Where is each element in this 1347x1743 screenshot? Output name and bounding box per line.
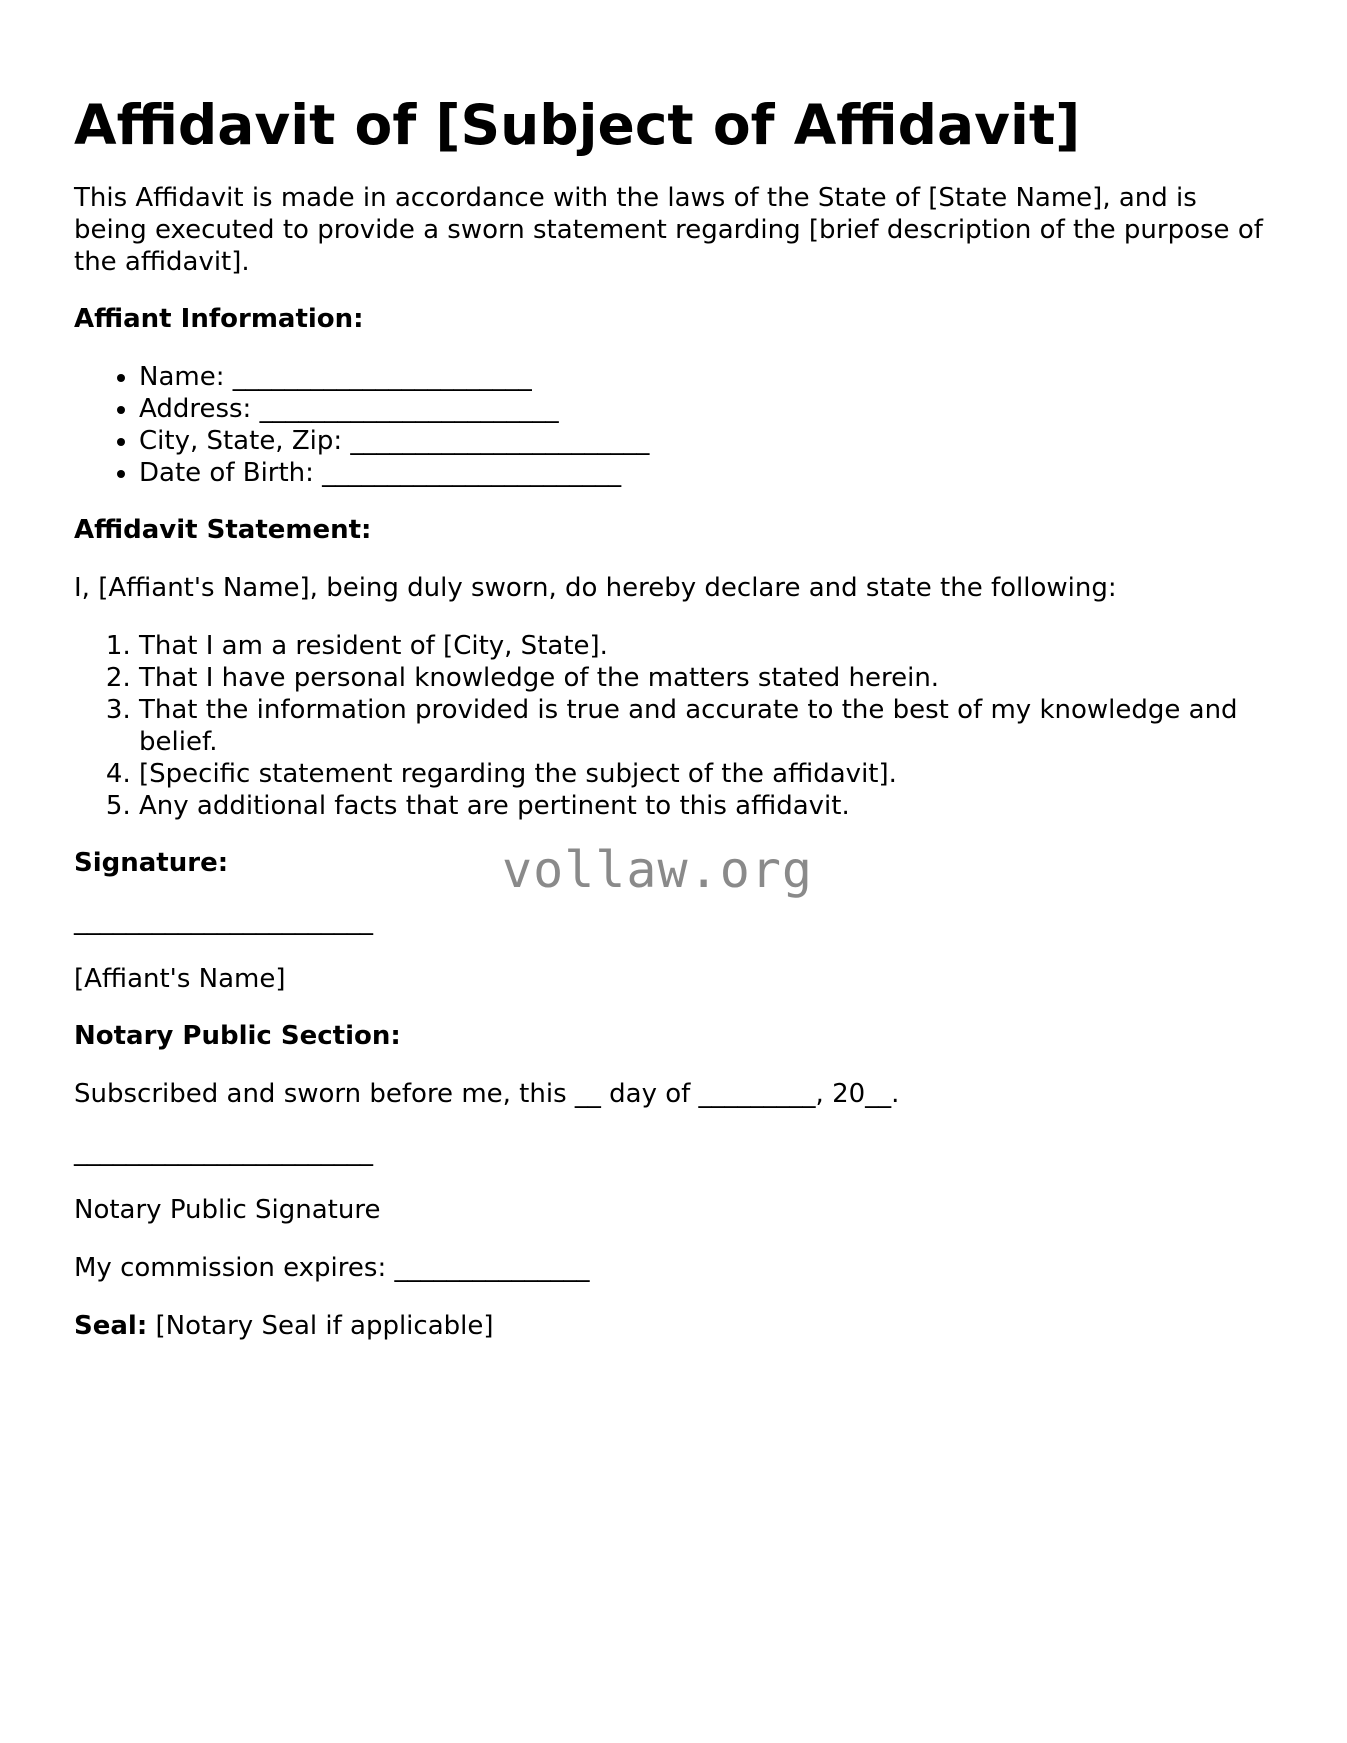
- signature-heading: Signature:: [74, 848, 229, 878]
- affiant-signature-line: _______________________: [74, 906, 373, 936]
- seal-label: Seal:: [74, 1311, 148, 1341]
- watermark: vollaw.org: [502, 841, 814, 899]
- commission-expiry: My commission expires: _______________: [74, 1253, 590, 1283]
- statement-item: 2. That I have personal knowledge of the matters stated herein.: [139, 662, 1274, 694]
- affiant-city-state-zip-field: • City, State, Zip: _______________________: [139, 425, 1274, 457]
- statement-item: 3. That the information provided is true and accurate to the best of my knowledge and belief.: [139, 694, 1274, 758]
- affiant-address-field: • Address: _______________________: [139, 393, 1274, 425]
- seal-text: [Notary Seal if applicable]: [147, 1311, 494, 1341]
- affiant-name-field: • Name: _______________________: [139, 361, 1274, 393]
- statement-item: 1. That I am a resident of [City, State].: [139, 630, 1274, 662]
- statement-item: 5. Any additional facts that are pertinent to this affidavit.: [139, 790, 1274, 822]
- statement-list: [74, 630, 1274, 822]
- affidavit-statement-heading: Affidavit Statement:: [74, 515, 372, 545]
- affidavit-document: [74, 92, 1274, 1342]
- affiant-information-list: [74, 361, 1274, 489]
- affiant-information-heading: Affiant Information:: [74, 304, 364, 334]
- affiant-date-of-birth-field: • Date of Birth: _______________________: [139, 457, 1274, 489]
- intro-paragraph: This Affidavit is made in accordance with the laws of the State of [State Name], and is being executed to provide a sworn statement regarding [brief description of the purpose of the affidavit].: [74, 183, 1263, 277]
- seal-line: [74, 1310, 1274, 1342]
- notary-signature-line: _______________________: [74, 1137, 373, 1167]
- notary-signature-label: Notary Public Signature: [74, 1195, 381, 1225]
- statement-item: 4. [Specific statement regarding the subject of the affidavit].: [139, 758, 1274, 790]
- statement-intro: I, [Affiant's Name], being duly sworn, do hereby declare and state the following:: [74, 573, 1117, 603]
- notary-public-heading: Notary Public Section:: [74, 1021, 401, 1051]
- notary-sworn-statement: Subscribed and sworn before me, this __ day of _________, 20__.: [74, 1079, 900, 1109]
- affiant-name-label: [Affiant's Name]: [74, 964, 286, 994]
- document-title: Affidavit of [Subject of Affidavit]: [74, 93, 1081, 157]
